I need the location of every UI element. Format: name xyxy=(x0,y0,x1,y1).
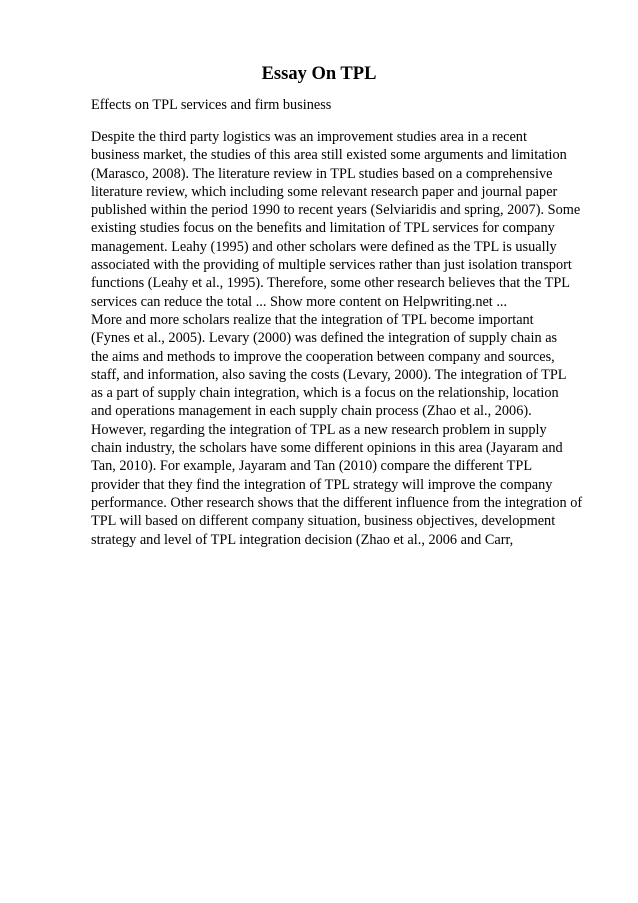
body-line: as a part of supply chain integration, which is a focus on the relationship, location xyxy=(91,385,559,402)
body-line: and operations management in each supply chain process (Zhao et al., 2006). xyxy=(91,403,532,420)
body-line: published within the period 1990 to recent years (Selviaridis and spring, 2007). Some xyxy=(91,202,581,219)
body-line: (Fynes et al., 2005). Levary (2000) was defined the integration of supply chain as xyxy=(91,330,558,347)
body-line: services can reduce the total ... Show more content on Helpwriting.net ... xyxy=(91,293,508,310)
document-subtitle: Effects on TPL services and firm business xyxy=(91,97,332,113)
body-line: (Marasco, 2008). The literature review in TPL studies based on a comprehensive xyxy=(91,165,553,182)
document-title: Essay On TPL xyxy=(261,64,377,84)
body-line: provider that they find the integration of TPL strategy will improve the company xyxy=(91,476,553,493)
body-line: Tan, 2010). For example, Jayaram and Tan (2010) compare the different TPL xyxy=(91,458,533,475)
body-line: functions (Leahy et al., 1995). Therefore, some other research believes that the TPL xyxy=(91,275,571,292)
body-line: existing studies focus on the benefits and limitation of TPL services for company xyxy=(91,220,555,237)
body-line: literature review, which including some relevant research paper and journal paper xyxy=(91,183,558,200)
body-line: management. Leahy (1995) and other scholars were defined as the TPL is usually xyxy=(91,238,557,255)
body-line: chain industry, the scholars have some different opinions in this area (Jayaram and xyxy=(91,440,563,457)
document-body xyxy=(91,128,601,549)
body-line: However, regarding the integration of TPL as a new research problem in supply xyxy=(91,421,547,438)
body-line: performance. Other research shows that the different influence from the integration of xyxy=(91,494,583,511)
body-line: More and more scholars realize that the integration of TPL become important xyxy=(91,311,534,328)
body-line: associated with the providing of multiple services rather than just isolation transport xyxy=(91,257,572,274)
body-line: the aims and methods to improve the cooperation between company and sources, xyxy=(91,348,555,365)
body-line: strategy and level of TPL integration decision (Zhao et al., 2006 and Carr, xyxy=(91,531,514,548)
body-line: Despite the third party logistics was an improvement studies area in a recent xyxy=(91,129,527,145)
body-line: business market, the studies of this area still existed some arguments and limitation xyxy=(91,147,567,164)
body-line: staff, and information, also saving the costs (Levary, 2000). The integration of TPL xyxy=(91,366,567,383)
body-line: TPL will based on different company situation, business objectives, development xyxy=(91,513,556,530)
